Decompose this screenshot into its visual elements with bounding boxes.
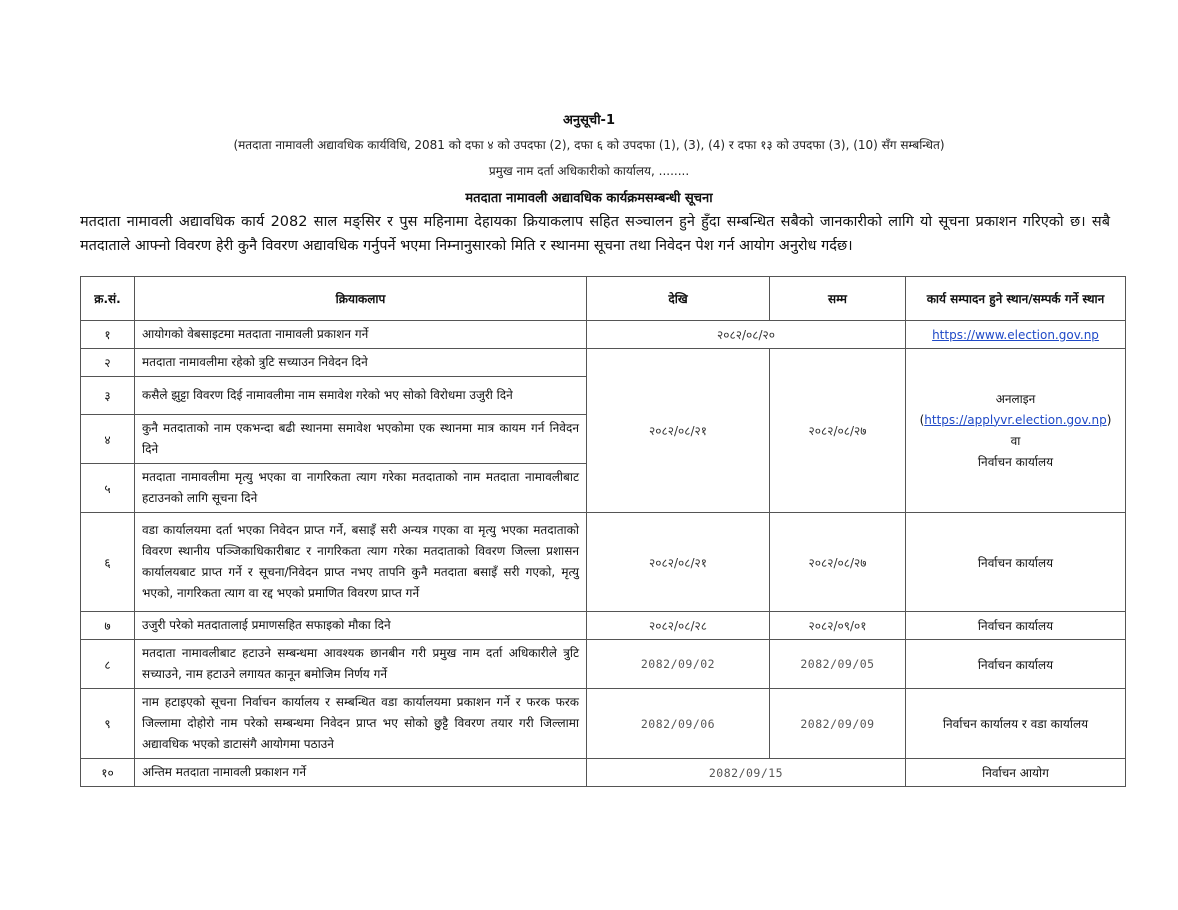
row-activity: आयोगको वेबसाइटमा मतदाता नामावली प्रकाशन गर्ने xyxy=(135,321,587,349)
group-from-date: २०८२/०८/२१ xyxy=(587,349,770,513)
row-place: निर्वाचन कार्यालय xyxy=(906,612,1126,640)
schedule-table xyxy=(80,276,1126,787)
row-activity: अन्तिम मतदाता नामावली प्रकाशन गर्ने xyxy=(135,759,587,787)
table-row xyxy=(81,321,1126,349)
header-activity: क्रियाकलाप xyxy=(135,277,587,321)
row-from-date: 2082/09/02 xyxy=(587,640,770,689)
row-place: निर्वाचन कार्यालय xyxy=(906,513,1126,612)
table-row xyxy=(81,759,1126,787)
row-to-date: 2082/09/05 xyxy=(770,640,906,689)
group-to-date: २०८२/०८/२७ xyxy=(770,349,906,513)
notice-subject: मतदाता नामावली अद्यावधिक कार्यक्रमसम्बन्धी सूचना xyxy=(465,191,713,206)
row-activity: वडा कार्यालयमा दर्ता भएका निवेदन प्राप्त गर्ने, बसाइँ सरी अन्यत्र गएका वा मृत्यु भएका मतदाताको विवरण स्थानीय पञ्जिकाधिकारीबाट र नागरिकता त्याग गरेका मतदाताको विवरण जिल्ला प्रशासन कार्यालयबाट प्राप्त गर्ने र सूचना/निवेदन प्राप्त नभए तापनि कुनै मतदाता बसाइँ सरी गएको, मृत्यु भएको, नागरिकता त्याग वा रद्द भएको प्रमाणित विवरण प्राप्त गर्ने xyxy=(135,513,587,612)
table-row xyxy=(81,513,1126,612)
row-from-date: २०८२/०८/२८ xyxy=(587,612,770,640)
table-row xyxy=(81,640,1126,689)
row-from-date: २०८२/०८/२१ xyxy=(587,513,770,612)
row-activity: मतदाता नामावलीमा मृत्यु भएका वा नागरिकता त्याग गरेका मतदाताको नाम मतदाता नामावलीबाट हटाउनको लागि सूचना दिने xyxy=(135,464,587,513)
paren-open: ( xyxy=(919,412,925,427)
table-row xyxy=(81,349,1126,377)
apply-vr-link[interactable]: https://applyvr.election.gov.np xyxy=(924,412,1107,427)
row-sn: २ xyxy=(81,349,135,377)
election-office-label: निर्वाचन कार्यालय xyxy=(977,454,1054,469)
row-sn: १ xyxy=(81,321,135,349)
row-activity: मतदाता नामावलीबाट हटाउने सम्बन्धमा आवश्यक छानबीन गरी प्रमुख नाम दर्ता अधिकारीले त्रुटि सच्याउने, नाम हटाउने लगायत कानून बमोजिम निर्णय गर्ने xyxy=(135,640,587,689)
row-sn: ६ xyxy=(81,513,135,612)
row-activity: उजुरी परेको मतदातालाई प्रमाणसहित सफाइको मौका दिने xyxy=(135,612,587,640)
row-sn: ९ xyxy=(81,689,135,759)
row-sn: ४ xyxy=(81,415,135,464)
row-sn: ५ xyxy=(81,464,135,513)
row-date: 2082/09/15 xyxy=(587,759,906,787)
row-from-date: 2082/09/06 xyxy=(587,689,770,759)
header-from: देखि xyxy=(587,277,770,321)
header-place: कार्य सम्पादन हुने स्थान/सम्पर्क गर्ने स्थान xyxy=(906,277,1126,321)
table-row xyxy=(81,612,1126,640)
row-to-date: २०८२/०८/२७ xyxy=(770,513,906,612)
row-sn: १० xyxy=(81,759,135,787)
row-to-date: २०८२/०९/०१ xyxy=(770,612,906,640)
row-sn: ३ xyxy=(81,377,135,415)
row-activity: कसैले झुट्टा विवरण दिई नामावलीमा नाम समावेश गरेको भए सोको विरोधमा उजुरी दिने xyxy=(135,377,587,415)
row-activity: नाम हटाइएको सूचना निर्वाचन कार्यालय र सम्बन्धित वडा कार्यालयमा प्रकाशन गर्ने र फरक फरक जिल्लामा दोहोरो नाम परेको सम्बन्धमा निवेदन प्राप्त भए सोको छुट्टै विवरण तयार गरी जिल्लामा अद्यावधिक भएको डाटासंगै आयोगमा पठाउने xyxy=(135,689,587,759)
table-row xyxy=(81,689,1126,759)
group-place xyxy=(906,349,1126,513)
office-name: प्रमुख नाम दर्ता अधिकारीको कार्यालय, ........ xyxy=(488,164,690,178)
or-label: वा xyxy=(1010,433,1021,448)
document-title: अनुसूची-1 xyxy=(563,113,615,128)
intro-paragraph: मतदाता नामावली अद्यावधिक कार्य 2082 साल मङ्सिर र पुस महिनामा देहायका क्रियाकलाप सहित सञ्चालन हुने हुँदा सम्बन्धित सबैको जानकारीको लागि यो सूचना प्रकाशन गरिएको छ। सबै मतदाताले आफ्नो विवरण हेरी कुनै विवरण अद्यावधिक गर्नुपर्ने भएमा निम्नानुसारको मिति र स्थानमा सूचना तथा निवेदन पेश गर्न आयोग अनुरोध गर्दछ। xyxy=(80,214,1110,254)
election-website-link[interactable]: https://www.election.gov.np xyxy=(932,327,1099,342)
header-sn: क्र.सं. xyxy=(81,277,135,321)
row-place: निर्वाचन कार्यालय xyxy=(906,640,1126,689)
row-sn: ८ xyxy=(81,640,135,689)
online-label: अनलाइन xyxy=(995,391,1036,406)
row-place: निर्वाचन कार्यालय र वडा कार्यालय xyxy=(906,689,1126,759)
row-date: २०८२/०८/२० xyxy=(587,321,906,349)
legal-reference: (मतदाता नामावली अद्यावधिक कार्यविधि, 2081 को दफा ४ को उपदफा (2), दफा ६ को उपदफा (1), (3), (4) र दफा १३ को उपदफा (3), (10) सँग सम्बन्धित) xyxy=(233,138,945,152)
row-activity: कुनै मतदाताको नाम एकभन्दा बढी स्थानमा समावेश भएकोमा एक स्थानमा मात्र कायम गर्न निवेदन दिने xyxy=(135,415,587,464)
paren-close: ) xyxy=(1106,412,1112,427)
row-activity: मतदाता नामावलीमा रहेको त्रुटि सच्याउन निवेदन दिने xyxy=(135,349,587,377)
header-to: सम्म xyxy=(770,277,906,321)
row-to-date: 2082/09/09 xyxy=(770,689,906,759)
row-sn: ७ xyxy=(81,612,135,640)
row-place: निर्वाचन आयोग xyxy=(906,759,1126,787)
